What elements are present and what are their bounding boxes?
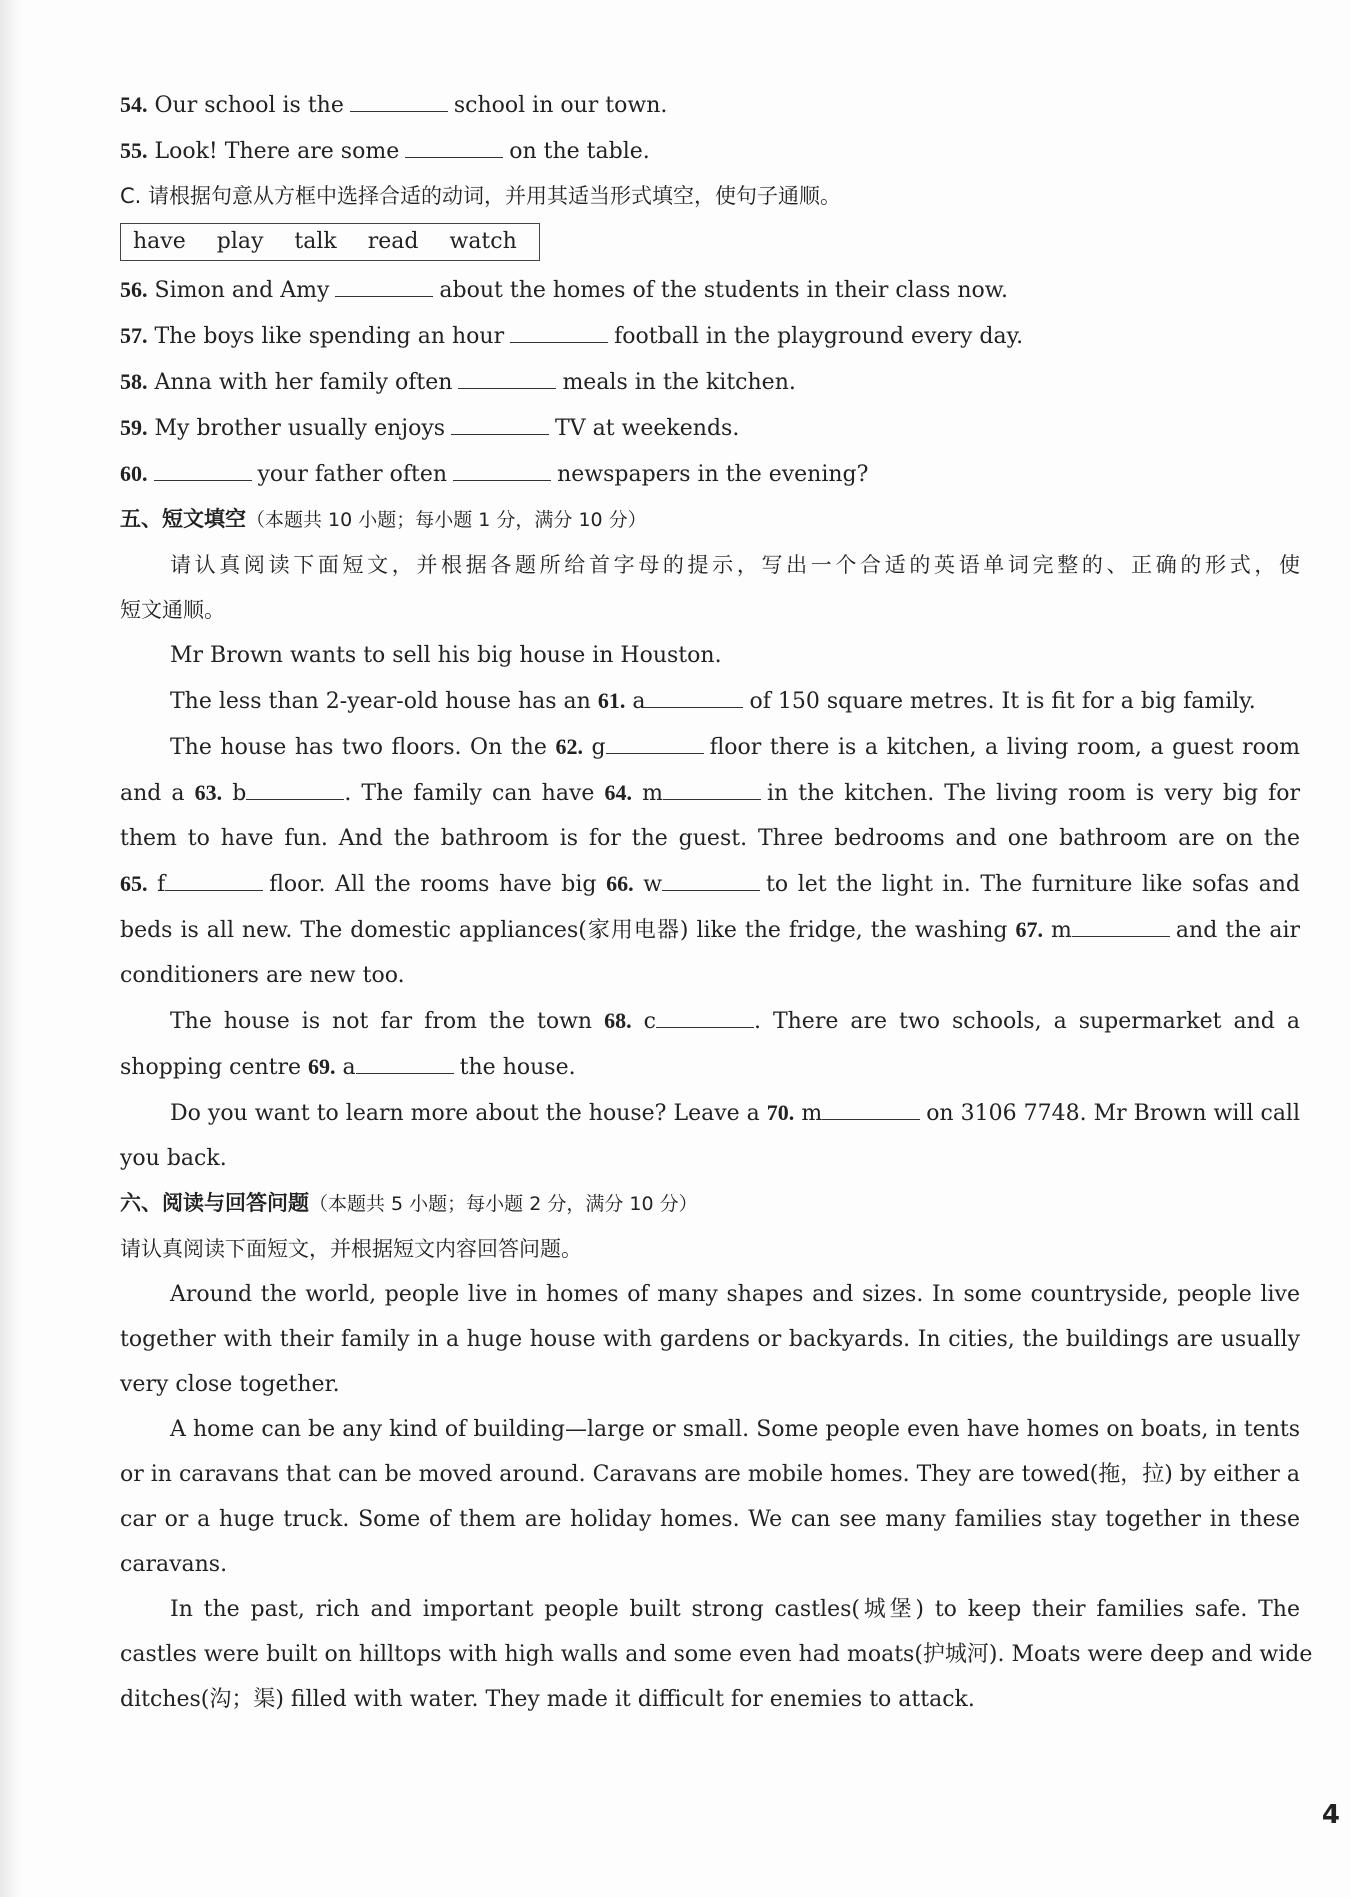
reading-line: together with their family in a huge house with gardens or backyards. In cities, the buildings are usually xyxy=(120,1327,1300,1352)
passage-line: you back. xyxy=(120,1146,227,1171)
passage-line xyxy=(120,678,1300,724)
passage-text: and a xyxy=(120,781,185,806)
question-number: 63. xyxy=(194,780,223,805)
question-60 xyxy=(120,451,1300,497)
answer-blank[interactable] xyxy=(335,272,433,297)
first-letter-hint: a xyxy=(342,1055,356,1080)
section-5-instruction-cont: 短文通顺。 xyxy=(120,598,225,622)
question-text: on the table. xyxy=(509,139,650,164)
passage-text: . There are two schools, a supermarket and a xyxy=(753,1009,1300,1034)
reading-line: ditches(沟；渠) filled with water. They made it difficult for enemies to attack. xyxy=(120,1687,975,1712)
question-text: football in the playground every day. xyxy=(614,324,1024,349)
passage-text: on 3106 7748. Mr Brown will call xyxy=(926,1101,1301,1126)
question-number: 70. xyxy=(766,1100,795,1125)
question-number: 62. xyxy=(555,734,583,759)
section-6-instruction: 请认真阅读下面短文，并根据短文内容回答问题。 xyxy=(120,1237,582,1261)
passage-text: the house. xyxy=(459,1055,576,1080)
passage-text: of 150 square metres. It is fit for a big family. xyxy=(749,689,1256,714)
first-letter-hint: m xyxy=(1051,918,1072,943)
answer-blank[interactable] xyxy=(453,456,551,481)
passage-line xyxy=(120,998,1300,1044)
passage-line xyxy=(120,724,1300,770)
question-number: 66. xyxy=(606,871,634,896)
passage-text: in the kitchen. The living room is very big for xyxy=(766,781,1301,806)
passage-line xyxy=(120,907,1300,953)
question-text: newspapers in the evening? xyxy=(557,462,869,487)
answer-blank[interactable] xyxy=(405,133,503,158)
page-edge-shadow xyxy=(0,0,22,1897)
question-number: 60. xyxy=(120,461,148,486)
passage-line: Mr Brown wants to sell his big house in Houston. xyxy=(170,643,722,668)
question-number: 68. xyxy=(604,1008,632,1033)
question-number: 58. xyxy=(120,369,148,394)
question-text: Anna with her family often xyxy=(154,370,453,395)
passage-text: beds is all new. The domestic appliances(家用电器) like the fridge, the washing xyxy=(120,918,1008,943)
passage-line xyxy=(120,1044,1300,1090)
question-number: 59. xyxy=(120,415,148,440)
question-58 xyxy=(120,359,1300,405)
passage-line xyxy=(120,861,1300,907)
answer-blank[interactable] xyxy=(656,1003,754,1028)
answer-blank[interactable] xyxy=(645,683,743,708)
section-score-note: （本题共 5 小题；每小题 2 分，满分 10 分） xyxy=(309,1193,698,1215)
answer-blank[interactable] xyxy=(663,775,761,800)
question-text: Our school is the xyxy=(154,93,344,118)
question-text: Look! There are some xyxy=(154,139,400,164)
question-57 xyxy=(120,313,1300,359)
question-55 xyxy=(120,128,1300,174)
first-letter-hint: w xyxy=(643,872,663,897)
passage-text: The house is not far from the town xyxy=(170,1009,593,1034)
question-59 xyxy=(120,405,1300,451)
first-letter-hint: g xyxy=(591,735,606,760)
passage-line: conditioners are new too. xyxy=(120,963,405,988)
section-title: 六、阅读与回答问题 xyxy=(120,1191,309,1215)
first-letter-hint: m xyxy=(801,1101,823,1126)
passage-text: . The family can have xyxy=(344,781,595,806)
question-number: 67. xyxy=(1015,917,1044,942)
first-letter-hint: m xyxy=(642,781,663,806)
question-number: 54. xyxy=(120,92,148,117)
passage-text: and the air xyxy=(1175,918,1300,943)
passage-line: them to have fun. And the bathroom is for the guest. Three bedrooms and one bathroom are on the xyxy=(120,826,1300,851)
reading-line: castles were built on hilltops with high walls and some even had moats(护城河). Moats were deep and wide xyxy=(120,1642,1313,1667)
word-bank-item: read xyxy=(367,229,419,254)
answer-blank[interactable] xyxy=(350,87,448,112)
reading-line: very close together. xyxy=(120,1372,340,1397)
section-title: 五、短文填空 xyxy=(120,507,246,531)
question-text: meals in the kitchen. xyxy=(562,370,796,395)
worksheet-content xyxy=(120,82,1313,1722)
section-5-instruction: 请认真阅读下面短文，并根据各题所给首字母的提示，写出一个合适的英语单词完整的、正确的形式，使 xyxy=(170,553,1300,577)
question-text: about the homes of the students in their class now. xyxy=(439,278,1009,303)
answer-blank[interactable] xyxy=(606,729,704,754)
question-number: 64. xyxy=(604,780,632,805)
reading-line: or in caravans that can be moved around. Caravans are mobile homes. They are towed(拖，拉) by either a xyxy=(120,1462,1300,1487)
answer-blank[interactable] xyxy=(458,364,556,389)
word-bank-item: talk xyxy=(294,229,337,254)
section-score-note: （本题共 10 小题；每小题 1 分，满分 10 分） xyxy=(246,509,647,531)
passage-text: Do you want to learn more about the house? Leave a xyxy=(170,1101,760,1126)
reading-line: A home can be any kind of building—large or small. Some people even have homes on boats, in tents xyxy=(170,1417,1300,1442)
question-number: 61. xyxy=(597,688,626,713)
passage-text: The house has two floors. On the xyxy=(170,735,547,760)
passage-text: shopping centre xyxy=(120,1055,302,1080)
reading-line: Around the world, people live in homes of many shapes and sizes. In some countryside, people live xyxy=(170,1282,1300,1307)
passage-line xyxy=(120,1090,1300,1136)
question-number: 65. xyxy=(120,871,148,896)
question-text: TV at weekends. xyxy=(555,416,740,441)
answer-blank[interactable] xyxy=(154,456,252,481)
word-bank-box xyxy=(120,223,540,261)
answer-blank[interactable] xyxy=(1072,912,1170,937)
answer-blank[interactable] xyxy=(451,410,549,435)
question-number: 69. xyxy=(308,1054,336,1079)
answer-blank[interactable] xyxy=(822,1095,920,1120)
passage-text: floor. All the rooms have big xyxy=(269,872,597,897)
reading-line: car or a huge truck. Some of them are holiday homes. We can see many families stay together in these xyxy=(120,1507,1300,1532)
answer-blank[interactable] xyxy=(662,866,760,891)
answer-blank[interactable] xyxy=(510,318,608,343)
reading-line: caravans. xyxy=(120,1552,228,1577)
answer-blank[interactable] xyxy=(246,775,344,800)
question-54 xyxy=(120,82,1300,128)
question-number: 57. xyxy=(120,323,148,348)
question-text: My brother usually enjoys xyxy=(154,416,446,441)
passage-line xyxy=(120,770,1300,816)
answer-blank[interactable] xyxy=(356,1049,454,1074)
first-letter-hint: a xyxy=(632,689,646,714)
passage-text: to let the light in. The furniture like sofas and xyxy=(766,872,1300,897)
section-5-heading xyxy=(120,497,1300,543)
section-c-instruction: C. 请根据句意从方框中选择合适的动词，并用其适当形式填空，使句子通顺。 xyxy=(120,184,842,208)
first-letter-hint: b xyxy=(232,781,247,806)
word-bank-item: play xyxy=(216,229,264,254)
question-text: school in our town. xyxy=(453,93,668,118)
question-number: 56. xyxy=(120,277,148,302)
question-56 xyxy=(120,267,1300,313)
question-number: 55. xyxy=(120,138,148,163)
question-text: your father often xyxy=(257,462,448,487)
passage-text: The less than 2-year-old house has an xyxy=(170,689,591,714)
page-number: 4 xyxy=(1321,1800,1340,1830)
section-6-heading xyxy=(120,1181,1300,1227)
passage-text: floor there is a kitchen, a living room, a guest room xyxy=(709,735,1301,760)
word-bank-item: watch xyxy=(449,229,517,254)
word-bank-item: have xyxy=(133,229,186,254)
first-letter-hint: f xyxy=(157,872,166,897)
reading-line: In the past, rich and important people built strong castles(城堡) to keep their families safe. The xyxy=(170,1597,1300,1622)
question-text: Simon and Amy xyxy=(154,278,330,303)
answer-blank[interactable] xyxy=(165,866,263,891)
question-text: The boys like spending an hour xyxy=(154,324,505,349)
first-letter-hint: c xyxy=(643,1009,656,1034)
